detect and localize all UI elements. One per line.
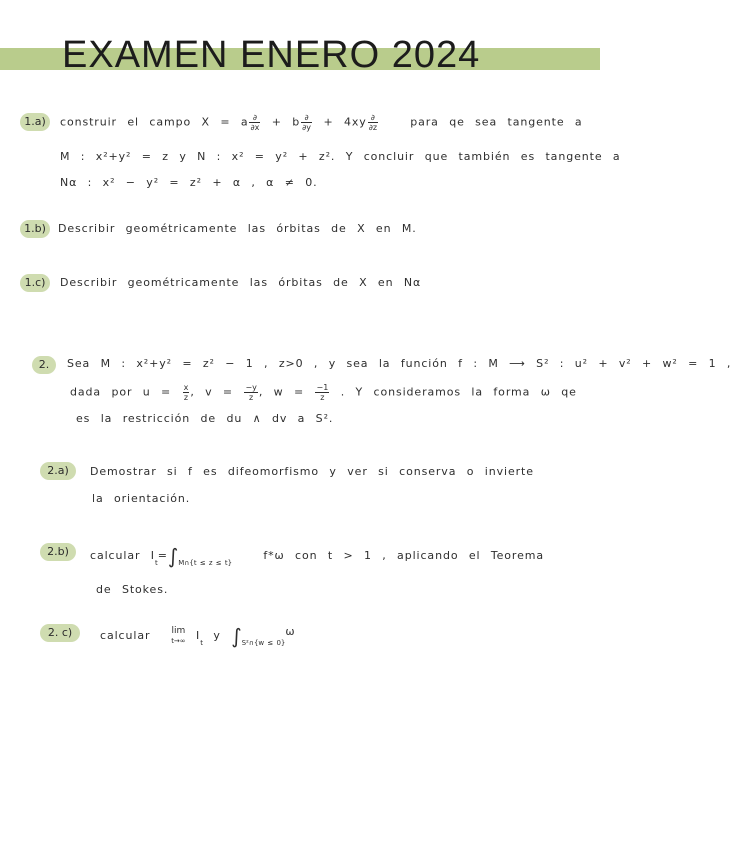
problem-badge-1a: 1.a) <box>20 113 50 131</box>
problem-2c-text-b: I <box>196 629 201 642</box>
problem-2b-text-a: calcular I <box>90 549 155 562</box>
problem-1a-text-d: para qe sea tangente a <box>410 115 583 129</box>
problem-2-text-b: , v = <box>190 385 234 399</box>
problem-2-line-1: Sea M : x²+y² = z² − 1 , z>0 , y sea la función f : M ⟶ S² : u² + v² + w² = 1 , <box>67 357 731 370</box>
integral-sign: ∫ <box>167 544 179 568</box>
problem-1c-text: Describir geométricamente las órbitas de X en Nα <box>60 276 422 289</box>
partial-x: $\frac{\partial}{\partial x}$ <box>250 113 260 132</box>
integral-domain: S²∩{w ≤ 0} <box>241 639 286 647</box>
problem-1b-text: Describir geométricamente las órbitas de X en M. <box>58 222 417 235</box>
problem-1a-text-c: + 4xy <box>323 115 367 129</box>
problem-badge-2a: 2.a) <box>40 462 76 480</box>
fraction-u: $\frac{x}{z}$ <box>183 383 189 402</box>
integral-sign: ∫ <box>231 624 242 648</box>
problem-badge-1b: 1.b) <box>20 220 50 238</box>
problem-2-text-d: . Y consideramos la forma ω qe <box>340 385 577 399</box>
subscript-t: t <box>154 559 158 567</box>
problem-2-text-c: , w = <box>258 385 305 399</box>
problem-2b-line-2: de Stokes. <box>96 583 169 596</box>
subscript-t: t <box>200 639 203 647</box>
fraction-v: $\frac{-y}{z}$ <box>245 383 257 402</box>
partial-y: $\frac{\partial}{\partial y}$ <box>302 113 312 132</box>
problem-badge-2: 2. <box>32 356 56 374</box>
problem-2-text-a: dada por u = <box>70 385 172 399</box>
integral-domain: M∩{t ≤ z ≤ t} <box>178 559 233 567</box>
omega-symbol: ω <box>285 625 296 638</box>
problem-1a-line-1 <box>60 113 583 132</box>
problem-2a-line-1: Demostrar si f es difeomorfismo y ver si conserva o invierte <box>90 465 534 478</box>
page-title: EXAMEN ENERO 2024 <box>62 34 481 76</box>
problem-2c-line-1 <box>100 624 296 648</box>
problem-1a-text-b: + b <box>271 115 301 129</box>
limit-expression: lim t→∞ <box>171 626 186 645</box>
problem-2c-text-a: calcular <box>100 629 151 642</box>
problem-1a-line-3: Nα : x² − y² = z² + α , α ≠ 0. <box>60 176 318 189</box>
problem-1a-line-2: M : x²+y² = z y N : x² = y² + z². Y concluir que también es tangente a <box>60 150 621 163</box>
problem-badge-2b: 2.b) <box>40 543 76 561</box>
equals-sign: = <box>157 549 168 562</box>
problem-2-line-2 <box>70 383 577 402</box>
partial-z: $\frac{\partial}{\partial z}$ <box>368 113 378 132</box>
problem-2b-text-b: f*ω con t > 1 , aplicando el Teorema <box>263 549 545 562</box>
problem-2b-line-1 <box>90 544 544 568</box>
problem-badge-1c: 1.c) <box>20 274 50 292</box>
problem-2a-line-2: la orientación. <box>92 492 191 505</box>
problem-2-line-3: es la restricción de du ∧ dv a S². <box>76 412 334 425</box>
fraction-w: $\frac{-1}{z}$ <box>316 383 329 402</box>
conjunction-y: y <box>213 629 221 642</box>
problem-1a-text-a: construir el campo X = a <box>60 115 249 129</box>
problem-badge-2c: 2. c) <box>40 624 80 642</box>
